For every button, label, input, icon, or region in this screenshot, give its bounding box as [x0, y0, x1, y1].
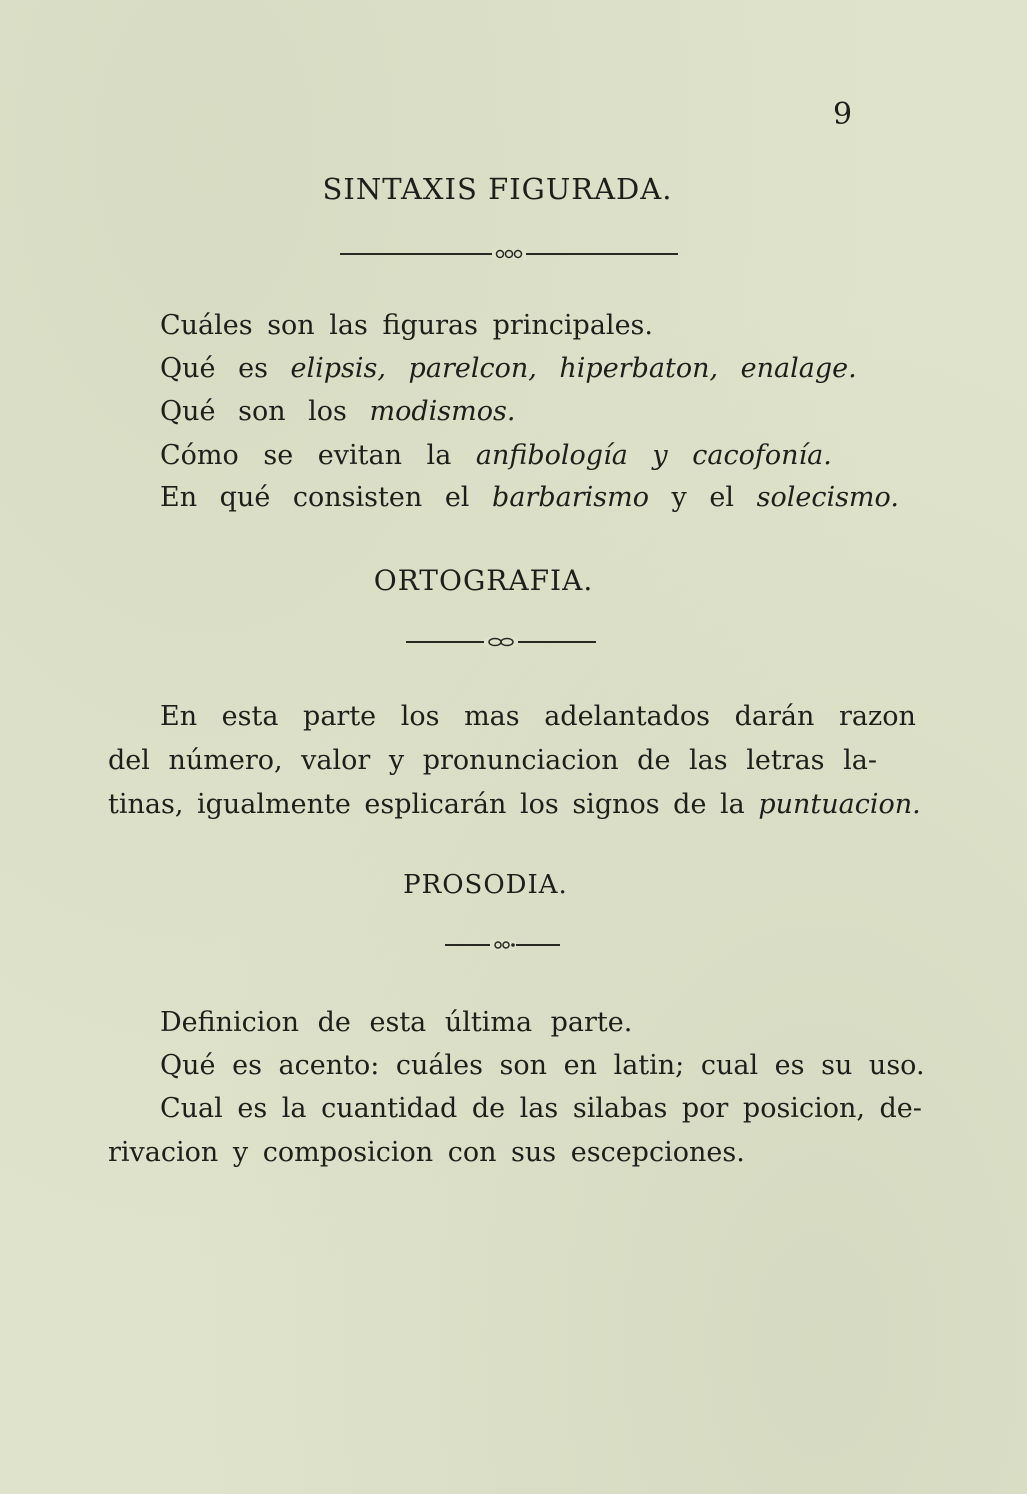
- text-line: Cuáles son las figuras principales.: [160, 310, 653, 341]
- text-line: En esta parte los mas adelantados darán razon: [160, 701, 916, 732]
- section-title-ortografia: ORTOGRAFIA.: [373, 564, 594, 597]
- text-line: Qué es acento: cuáles son en latin; cual es su uso.: [160, 1050, 925, 1081]
- section-title-prosodia: PROSODIA.: [403, 870, 568, 900]
- ornament-icon: [486, 940, 520, 950]
- ornament-icon: [492, 249, 526, 259]
- text-line: Qué son los modismos.: [160, 396, 516, 427]
- ornamental-rule: [406, 638, 596, 646]
- text-line: Qué es elipsis, parelcon, hiperbaton, enalage.: [160, 353, 857, 384]
- text-line: rivacion y composicion con sus escepciones.: [108, 1137, 745, 1168]
- text-line: Cómo se evitan la anfibología y cacofonía.: [160, 440, 832, 471]
- ornamental-rule: [445, 941, 560, 949]
- text-line: Cual es la cuantidad de las silabas por posicion, de-: [160, 1093, 922, 1124]
- text-line: del número, valor y pronunciacion de las letras la-: [108, 745, 877, 776]
- ornamental-rule: [340, 250, 678, 258]
- ornament-icon: [484, 637, 518, 647]
- page-number: 9: [833, 97, 853, 132]
- section-title-sintaxis: SINTAXIS FIGURADA.: [322, 172, 673, 206]
- text-line: Definicion de esta última parte.: [160, 1007, 633, 1038]
- text-line: En qué consisten el barbarismo y el solecismo.: [160, 482, 899, 513]
- text-line: tinas, igualmente esplicarán los signos de la puntuacion.: [108, 789, 921, 820]
